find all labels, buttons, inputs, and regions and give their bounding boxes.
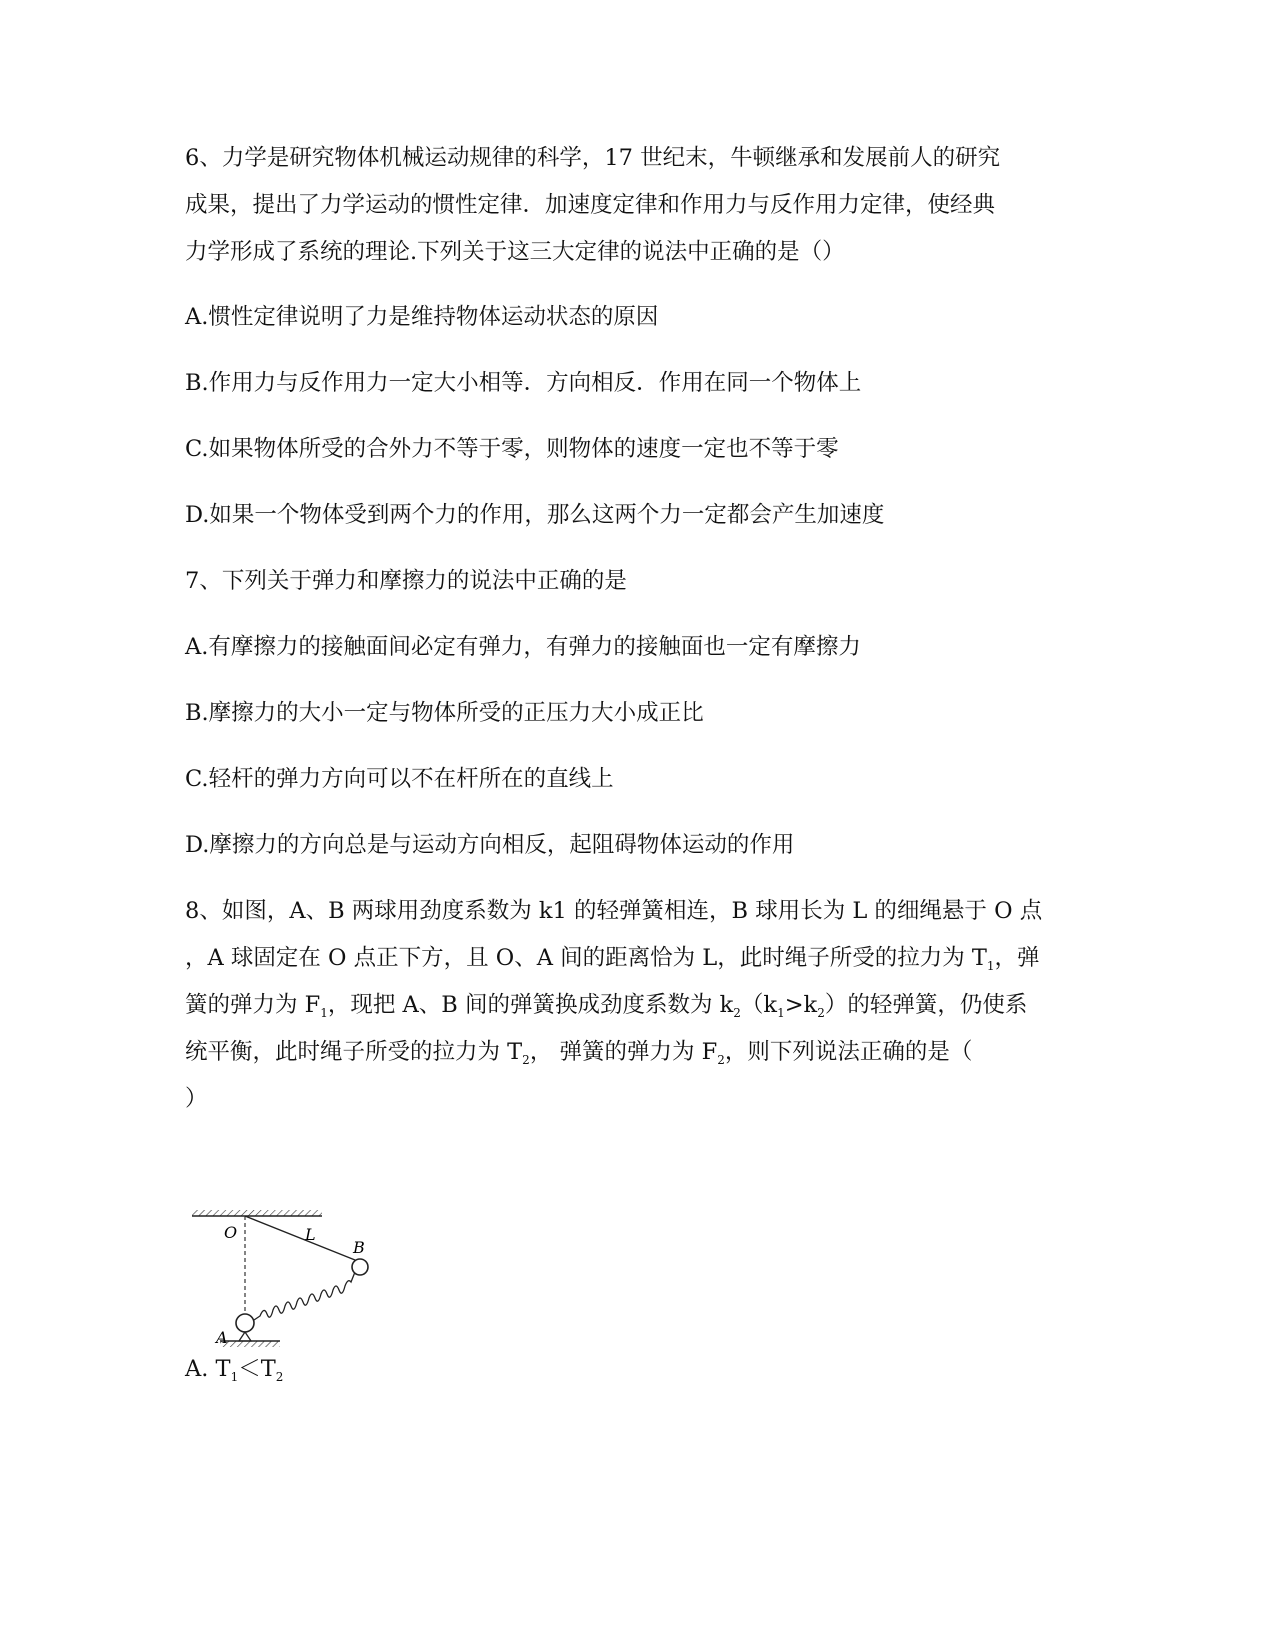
q8-line3-text-c: （k <box>740 992 778 1018</box>
floor-hatch <box>220 1341 280 1347</box>
q8-stem-line-5: ） <box>185 1086 208 1112</box>
q8-stem-line-3 <box>185 988 1027 1030</box>
support-a <box>239 1332 251 1341</box>
subscript: 1 <box>986 959 995 973</box>
q7-option-d: D.摩擦力的方向总是与运动方向相反，起阻碍物体运动的作用 <box>185 832 795 858</box>
q8-line3-text-b: ，现把 A、B 间的弹簧换成劲度系数为 k <box>327 992 734 1018</box>
q8-line3-text-e: ）的轻弹簧，仍使系 <box>824 992 1028 1018</box>
q8-line4-text: 统平衡，此时绳子所受的拉力为 T <box>185 1039 523 1065</box>
subscript: 1 <box>320 1006 328 1020</box>
label-o: O <box>224 1223 238 1242</box>
ball-a <box>236 1314 254 1332</box>
q7-option-a: A.有摩擦力的接触面间必定有弹力，有弹力的接触面也一定有摩擦力 <box>185 634 861 660</box>
subscript: 2 <box>275 1370 284 1384</box>
subscript: 2 <box>733 1006 741 1020</box>
q8-option-a-pre: A. T <box>185 1356 231 1382</box>
q8-line2-text: ，A 球固定在 O 点正下方，且 O、A 间的距离恰为 L，此时绳子所受的拉力为 T <box>185 945 987 971</box>
subscript: 2 <box>717 1053 725 1067</box>
spring-pendulum-figure <box>190 1210 390 1355</box>
label-b: B <box>353 1238 365 1257</box>
subscript: 2 <box>522 1053 530 1067</box>
label-l: L <box>305 1225 316 1244</box>
ceiling-hatch <box>192 1210 322 1216</box>
q6-stem-line-2: 成果，提出了力学运动的惯性定律．加速度定律和作用力与反作用力定律，使经典 <box>185 192 996 218</box>
q7-stem: 7、下列关于弹力和摩擦力的说法中正确的是 <box>185 568 627 594</box>
ball-b <box>352 1259 368 1275</box>
subscript: 2 <box>817 1006 825 1020</box>
q8-line3-text: 簧的弹力为 F <box>185 992 321 1018</box>
q8-line2-tail: ，弹 <box>994 945 1040 971</box>
q6-stem-line-1: 6、力学是研究物体机械运动规律的科学，17 世纪末，牛顿继承和发展前人的研究 <box>185 145 1001 171</box>
q6-option-b: B.作用力与反作用力一定大小相等．方向相反．作用在同一个物体上 <box>185 370 862 396</box>
q6-option-d: D.如果一个物体受到两个力的作用，那么这两个力一定都会产生加速度 <box>185 502 885 528</box>
q6-option-c: C.如果物体所受的合外力不等于零，则物体的速度一定也不等于零 <box>185 436 839 462</box>
rope-l <box>245 1216 360 1262</box>
q8-stem-line-1: 8、如图，A、B 两球用劲度系数为 k1 的轻弹簧相连，B 球用长为 L 的细绳悬于 O 点 <box>185 898 1043 924</box>
q6-stem-line-3: 力学形成了系统的理论.下列关于这三大定律的说法中正确的是（） <box>185 239 845 265</box>
q6-option-a: A.惯性定律说明了力是维持物体运动状态的原因 <box>185 304 659 330</box>
q8-stem-line-2 <box>185 941 1040 983</box>
q8-option-a <box>185 1352 283 1394</box>
q8-option-a-mid: ＜T <box>238 1356 276 1382</box>
spring <box>254 1272 355 1320</box>
subscript: 1 <box>230 1370 239 1384</box>
q8-line4-text-c: ，则下列说法正确的是（ <box>724 1039 973 1065</box>
q8-stem-line-4 <box>185 1035 972 1077</box>
q8-line4-text-b: ， 弹簧的弹力为 F <box>529 1039 718 1065</box>
q7-option-c: C.轻杆的弹力方向可以不在杆所在的直线上 <box>185 766 614 792</box>
label-a: A <box>216 1328 228 1347</box>
subscript: 1 <box>777 1006 785 1020</box>
q8-line3-text-d: >k <box>784 992 818 1018</box>
q7-option-b: B.摩擦力的大小一定与物体所受的正压力大小成正比 <box>185 700 704 726</box>
